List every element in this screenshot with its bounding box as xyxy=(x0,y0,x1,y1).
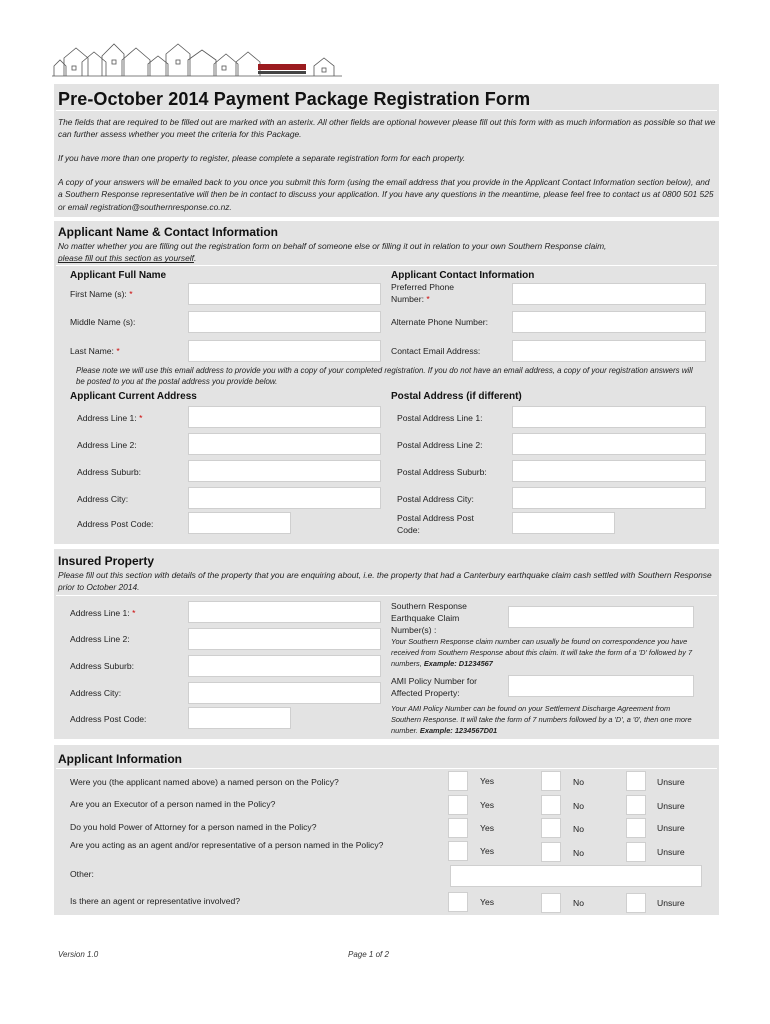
postal-line2-field[interactable] xyxy=(512,433,706,455)
other-label: Other: xyxy=(70,869,94,879)
ami-policy-label-line2: Affected Property: xyxy=(391,688,460,698)
required-star: * xyxy=(129,289,133,299)
property-suburb-label: Address Suburb: xyxy=(70,661,135,671)
claim-number-note xyxy=(391,636,696,669)
q1-yes-label: Yes xyxy=(480,776,495,786)
ami-note-text: Your AMI Policy Number can be found on your Settlement Discharge Agreement from Southern Response. It will take the form of 7 numbers followed by a 'D', a '0', then one more number. xyxy=(391,704,692,735)
postal-city-label: Postal Address City: xyxy=(397,494,474,504)
first-name-label-text: First Name (s): xyxy=(70,289,127,299)
q5-yes-label: Yes xyxy=(480,897,495,907)
q1-no-label: No xyxy=(573,777,584,787)
claim-number-label xyxy=(391,600,467,636)
subheading-current-address: Applicant Current Address xyxy=(70,391,197,402)
required-star: * xyxy=(139,413,143,423)
q4-yes-checkbox[interactable] xyxy=(448,841,468,861)
divider xyxy=(56,768,717,769)
ami-example: Example: 1234567D01 xyxy=(419,726,498,735)
question-agent-involved: Is there an agent or representative involved? xyxy=(70,896,241,906)
claim-number-field[interactable] xyxy=(508,606,694,628)
alternate-phone-field[interactable] xyxy=(512,311,706,333)
ami-policy-label-line1: AMI Policy Number for xyxy=(391,676,477,686)
claim-number-label-line1: Southern Response xyxy=(391,601,467,611)
postal-postcode-label xyxy=(397,513,474,536)
alternate-phone-label: Alternate Phone Number: xyxy=(391,317,488,327)
property-address-line1-label-text: Address Line 1: xyxy=(70,608,130,618)
question-named-person: Were you (the applicant named above) a named person on the Policy? xyxy=(70,777,339,787)
last-name-label xyxy=(70,346,120,358)
preferred-phone-field[interactable] xyxy=(512,283,706,305)
q2-yes-checkbox[interactable] xyxy=(448,795,468,815)
subheading-contact-info: Applicant Contact Information xyxy=(391,270,535,281)
page-title: Pre-October 2014 Payment Package Registration Form xyxy=(58,89,531,109)
q3-unsure-checkbox[interactable] xyxy=(626,818,646,838)
section-heading-property: Insured Property xyxy=(58,554,155,568)
address-line1-label xyxy=(77,413,142,425)
postal-postcode-label-line1: Postal Address Post xyxy=(397,513,474,523)
first-name-field[interactable] xyxy=(188,283,381,305)
property-city-label: Address City: xyxy=(70,688,122,698)
address-postcode-label: Address Post Code: xyxy=(77,519,154,529)
page-number: Page 1 of 2 xyxy=(348,950,389,959)
contact-desc-line: No matter whether you are filling out the registration form on behalf of someone else or filling it out in relation to your own Southern Response claim, xyxy=(58,241,607,251)
house-skyline-logo xyxy=(52,40,342,84)
property-address-line2-field[interactable] xyxy=(188,628,381,650)
q1-unsure-checkbox[interactable] xyxy=(626,771,646,791)
address-line1-label-text: Address Line 1: xyxy=(77,413,137,423)
q2-no-label: No xyxy=(573,801,584,811)
q4-yes-label: Yes xyxy=(480,846,495,856)
version-label: Version 1.0 xyxy=(58,950,99,959)
intro-contact-info: A copy of your answers will be emailed back to you once you submit this form (using the email address that you provide in the Applicant Contact Information section below), and a Southern Response representative will then be in contact to discuss your application. If you have any questions in the meantime, please feel free to contact us at 0800 501 525 or email registration@southernresponse.co.nz. xyxy=(58,177,714,212)
ami-policy-label xyxy=(391,675,477,699)
property-postcode-field[interactable] xyxy=(188,707,291,729)
q3-yes-label: Yes xyxy=(480,823,495,833)
address-postcode-field[interactable] xyxy=(188,512,291,534)
property-suburb-field[interactable] xyxy=(188,655,381,677)
address-line2-field[interactable] xyxy=(188,433,381,455)
other-field[interactable] xyxy=(450,865,702,887)
contact-description xyxy=(58,240,716,265)
postal-suburb-field[interactable] xyxy=(512,460,706,482)
question-power-of-attorney: Do you hold Power of Attorney for a person named in the Policy? xyxy=(70,822,317,832)
q2-unsure-checkbox[interactable] xyxy=(626,795,646,815)
section-heading-contact: Applicant Name & Contact Information xyxy=(58,225,279,239)
email-label: Contact Email Address: xyxy=(391,346,481,356)
q5-no-label: No xyxy=(573,898,584,908)
postal-suburb-label: Postal Address Suburb: xyxy=(397,467,487,477)
q5-no-checkbox[interactable] xyxy=(541,893,561,913)
question-agent-representative: Are you acting as an agent and/or representative of a person named in the Policy? xyxy=(70,840,384,850)
required-star: * xyxy=(132,608,136,618)
subheading-full-name: Applicant Full Name xyxy=(70,270,167,281)
claim-note-text: Your Southern Response claim number can usually be found on correspondence you have received from Southern Response about this claim. It will take the form of a 'D' followed by 7 numbers, xyxy=(391,637,693,668)
q5-unsure-checkbox[interactable] xyxy=(626,893,646,913)
property-description: Please fill out this section with details of the property that you are enquiring about, i.e. the property that had a Canterbury earthquake claim cash settled with Southern Response prior to October 2014. xyxy=(58,570,712,593)
q3-unsure-label: Unsure xyxy=(657,823,685,833)
property-address-line2-label: Address Line 2: xyxy=(70,634,130,644)
ami-policy-note xyxy=(391,703,696,736)
required-star: * xyxy=(426,293,430,304)
last-name-field[interactable] xyxy=(188,340,381,362)
divider xyxy=(56,595,717,596)
property-address-line1-field[interactable] xyxy=(188,601,381,623)
q3-yes-checkbox[interactable] xyxy=(448,818,468,838)
q1-unsure-label: Unsure xyxy=(657,777,685,787)
q1-yes-checkbox[interactable] xyxy=(448,771,468,791)
email-note: Please note we will use this email address to provide you with a copy of your completed registration. If you do not have an email address, a copy of your registration answers will be posted to you at the postal address you provide below. xyxy=(76,366,693,386)
address-suburb-label: Address Suburb: xyxy=(77,467,142,477)
divider xyxy=(56,110,717,111)
email-field[interactable] xyxy=(512,340,706,362)
q2-unsure-label: Unsure xyxy=(657,801,685,811)
address-suburb-field[interactable] xyxy=(188,460,381,482)
preferred-phone-label-line1: Preferred Phone xyxy=(391,282,455,292)
contact-desc-underlined: please fill out this section as yourself xyxy=(58,253,194,264)
claim-number-label-line3: Number(s) : xyxy=(391,625,437,635)
claim-number-label-line2: Earthquake Claim xyxy=(391,613,460,623)
company-logo xyxy=(52,40,342,84)
q3-no-checkbox[interactable] xyxy=(541,818,561,838)
subheading-postal-address: Postal Address (if different) xyxy=(391,391,522,402)
postal-line1-label: Postal Address Line 1: xyxy=(397,413,483,423)
postal-postcode-field[interactable] xyxy=(512,512,615,534)
required-star: * xyxy=(116,346,120,356)
address-city-label: Address City: xyxy=(77,494,129,504)
q4-unsure-checkbox[interactable] xyxy=(626,842,646,862)
address-line1-field[interactable] xyxy=(188,406,381,428)
first-name-label xyxy=(70,289,133,301)
postal-city-field[interactable] xyxy=(512,487,706,509)
contact-desc-end: . xyxy=(193,253,197,264)
claim-example: Example: D1234567 xyxy=(423,659,493,668)
property-postcode-label: Address Post Code: xyxy=(70,714,147,724)
q4-no-checkbox[interactable] xyxy=(541,842,561,862)
preferred-phone-label xyxy=(391,282,454,305)
divider xyxy=(56,265,717,266)
intro-required-fields: The fields that are required to be filled out are marked with an asterix. All other fields are optional however please fill out this form with as much information as possible so that we can further assess whether you meet the criteria for this Package. xyxy=(58,117,716,140)
postal-line1-field[interactable] xyxy=(512,406,706,428)
property-address-line1-label xyxy=(70,608,135,620)
middle-name-field[interactable] xyxy=(188,311,381,333)
q5-yes-checkbox[interactable] xyxy=(448,892,468,912)
q2-no-checkbox[interactable] xyxy=(541,795,561,815)
q4-unsure-label: Unsure xyxy=(657,847,685,857)
q3-no-label: No xyxy=(573,824,584,834)
q4-no-label: No xyxy=(573,848,584,858)
address-line2-label: Address Line 2: xyxy=(77,440,137,450)
preferred-phone-label-line2: Number: xyxy=(391,293,424,304)
q5-unsure-label: Unsure xyxy=(657,898,685,908)
middle-name-label: Middle Name (s): xyxy=(70,317,136,327)
q2-yes-label: Yes xyxy=(480,800,495,810)
section-heading-applicant: Applicant Information xyxy=(58,752,182,766)
postal-line2-label: Postal Address Line 2: xyxy=(397,440,483,450)
property-city-field[interactable] xyxy=(188,682,381,704)
intro-multiple-properties: If you have more than one property to register, please complete a separate registration form for each property. xyxy=(58,153,466,163)
question-executor: Are you an Executor of a person named in the Policy? xyxy=(70,799,276,809)
last-name-label-text: Last Name: xyxy=(70,346,114,356)
postal-postcode-label-line2: Code: xyxy=(397,524,420,535)
q1-no-checkbox[interactable] xyxy=(541,771,561,791)
address-city-field[interactable] xyxy=(188,487,381,509)
ami-policy-field[interactable] xyxy=(508,675,694,697)
